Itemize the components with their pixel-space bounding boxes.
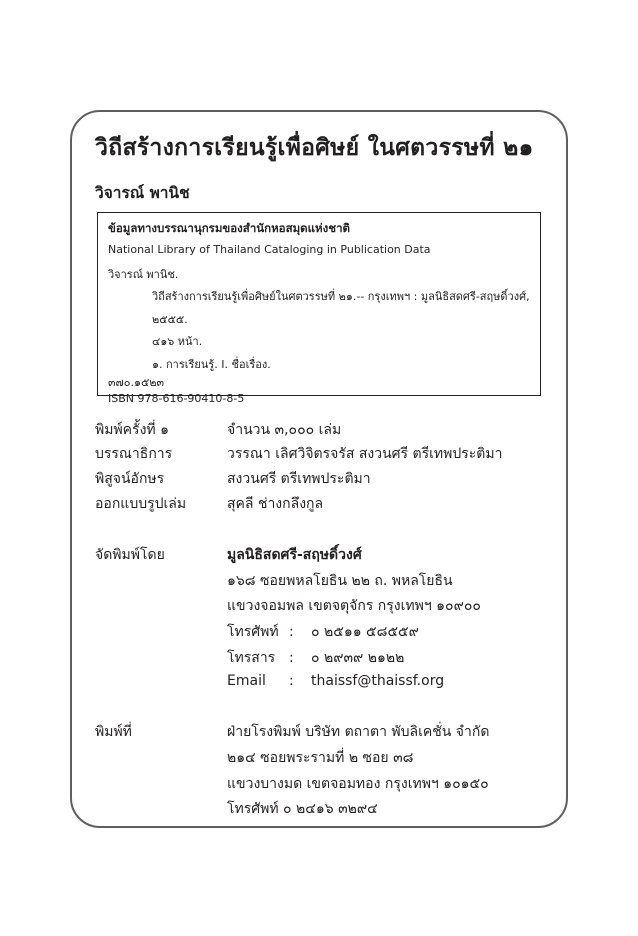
colon: : — [289, 650, 294, 666]
credit-value: สุคลี ช่างกลึงกูล — [227, 496, 324, 512]
printer-name: ฝ่ายโรงพิมพ์ บริษัท ตถาตา พับลิเคชั่น จำกัด — [227, 724, 490, 740]
book-author: วิจารณ์ พานิช — [95, 184, 190, 202]
publisher-email: thaissf@thaissf.org — [311, 673, 445, 689]
publisher-address1: ๑๖๘ ซอยพหลโยธิน ๒๒ ถ. พหลโยธิน — [227, 573, 453, 589]
credit-label: พิมพ์ครั้งที่ ๑ — [95, 422, 169, 438]
publisher-phone: ๐ ๒๕๑๑ ๕๘๕๕๙ — [311, 624, 419, 640]
cip-call-number: ๓๗๐.๑๕๒๓ — [108, 376, 165, 389]
printer-label: พิมพ์ที่ — [95, 724, 132, 740]
credit-label: บรรณาธิการ — [95, 446, 173, 462]
book-title: วิถีสร้างการเรียนรู้เพื่อศิษย์ ในศตวรรษที่ ๒๑ — [95, 135, 534, 161]
publisher-name: มูลนิธิสดศรี-สฤษดิ์วงศ์ — [227, 547, 362, 563]
printer-phone: โทรศัพท์ ๐ ๒๔๑๖ ๓๒๙๔ — [227, 801, 378, 817]
fax-label: โทรสาร — [227, 650, 276, 666]
publisher-address2: แขวงจอมพล เขตจตุจักร กรุงเทพฯ ๑๐๙๐๐ — [227, 598, 481, 614]
cip-subject: ๑. การเรียนรู้. I. ชื่อเรื่อง. — [152, 358, 271, 371]
cip-header-en: National Library of Thailand Cataloging in Publication Data — [108, 243, 431, 256]
publisher-label: จัดพิมพ์โดย — [95, 547, 165, 563]
credit-value: จำนวน ๓,๐๐๐ เล่ม — [227, 422, 342, 438]
cip-author: วิจารณ์ พานิช. — [108, 268, 179, 281]
colon: : — [289, 624, 294, 640]
cip-title: วิถีสร้างการเรียนรู้เพื่อศิษย์ในศตวรรษที่ ๒๑.-- กรุงเทพฯ : มูลนิธิสดศรี-สฤษดิ์วงศ์, — [152, 290, 530, 303]
colon: : — [289, 673, 294, 689]
printer-address1: ๒๑๔ ซอยพระรามที่ ๒ ซอย ๓๘ — [227, 750, 414, 766]
printer-address2: แขวงบางมด เขตจอมทอง กรุงเทพฯ ๑๐๑๕๐ — [227, 776, 489, 792]
credit-value: วรรณา เลิศวิจิตรจรัส สงวนศรี ตรีเทพประติมา — [227, 446, 503, 462]
credit-label: พิสูจน์อักษร — [95, 471, 165, 487]
cip-year: ๒๕๕๕. — [152, 313, 188, 326]
cip-box — [97, 212, 541, 405]
credit-label: ออกแบบรูปเล่ม — [95, 496, 187, 512]
publisher-fax: ๐ ๒๙๓๙ ๒๑๒๒ — [311, 650, 405, 666]
cip-isbn: ISBN 978-616-90410-8-5 — [108, 392, 245, 405]
credit-value: สงวนศรี ตรีเทพประติมา — [227, 471, 371, 487]
cip-header: ข้อมูลทางบรรณานุกรมของสำนักหอสมุดแห่งชาติ — [108, 221, 350, 235]
email-label: Email — [227, 673, 266, 689]
cip-pages: ๔๑๖ หน้า. — [152, 335, 203, 348]
phone-label: โทรศัพท์ — [227, 624, 279, 640]
